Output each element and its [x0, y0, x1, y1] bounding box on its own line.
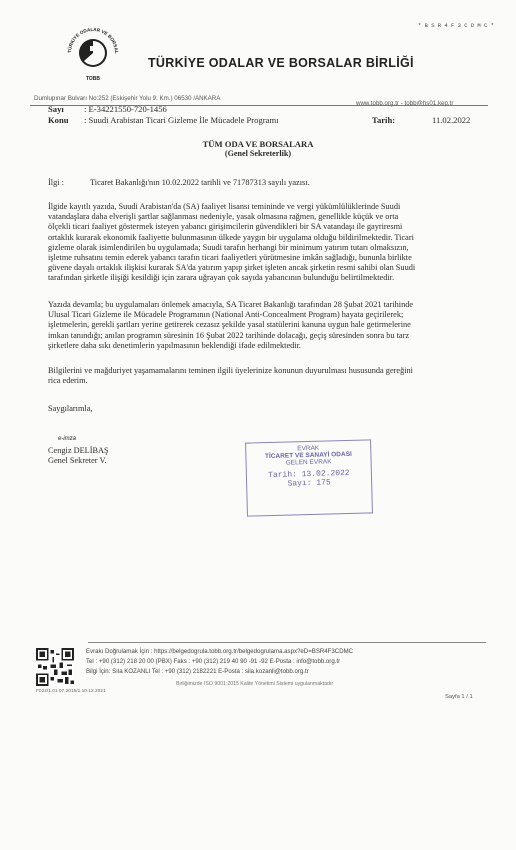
website: www.tobb.org.tr - tobb@hs01.kep.tr [356, 100, 454, 107]
e-signature-note: e-imza [58, 436, 77, 442]
stamp-line2: TİCARET VE SANAYİ ODASI [264, 450, 352, 461]
p1-line: ölçekli ticari faaliyet göstermek isteyen yabancı girişimcilerin güvendikleri bir SA vatandaşı ile gayriresmi [48, 222, 403, 232]
p1-line: işletme ruhsatını temin ederek yabancı tarafın ticari faaliyetleri yürütmesine imkân sağladığı, bununla birlikte [48, 253, 412, 263]
konu-label: Konu [48, 115, 69, 125]
p1-line: ortaklık kurarak ekonomik faaliyette bulunmasının ülkede yaygın bir uygulama olduğu bildirilmektedir. Ticari [48, 232, 414, 242]
stamp-date: Tarih: 13.02.2022 [267, 468, 350, 481]
logo-arc-text: TÜRKİYE ODALAR VE BORSAL [66, 26, 120, 54]
verify-link[interactable]: Evrakı Doğrulamak İçin : https://belgedogrula.tobb.org.tr/belgedogrulama.aspx?eD=BSR4F3CDMC [86, 648, 354, 655]
p1-line: tarafından şirketle ilişiği kesildiği için zarara uğrayan çok sayıda yabancının bulunduğu belirtilmektedir. [48, 273, 395, 283]
qr-code-icon [36, 648, 74, 686]
sayi-label: Sayı [48, 104, 64, 114]
iso-note: Birliğimizde ISO 9001:2015 Kalite Yönetimi Sistemi uygulanmaktadır [176, 681, 334, 687]
ilgi-text: Ticaret Bakanlığı'nın 10.02.2022 tarihli ve 71787313 sayılı yazısı. [90, 178, 310, 187]
logo-abbr: TOBB [85, 76, 101, 82]
p2-line: Ulusal Ticari Gizleme ile Mücadele Programının (National Anti-Concealment Program) hayata geçirilerek; [48, 310, 404, 320]
ilgi-label: İlgi : [48, 178, 64, 187]
p1-line: İlgide kayıtlı yazıda, Suudi Arabistan'da (SA) faaliyet lisansı temininde ve vergi yükümlülüklerinde Suudi [48, 202, 401, 211]
recipient-line1: TÜM ODA VE BORSALARA [202, 139, 314, 149]
stamp-number: Sayı: 175 [287, 478, 331, 489]
p3-line: Bilgilerini ve mağduriyet yaşamamalarını teminen ilgili üyelerinize konunun duyurulması hususunda gereğini [48, 366, 413, 375]
address: Dumlupınar Bulvarı No:252 (Eskişehir Yolu 9. Km.) 06530 /ANKARA [34, 95, 221, 102]
sayi-value: : E-34221550-720-1456 [84, 104, 167, 114]
footer-divider [88, 642, 486, 643]
tobb-logo [62, 22, 124, 84]
org-name: TÜRKİYE ODALAR VE BORSALAR BİRLİĞİ [148, 56, 414, 70]
p2-line: Yazıda devamla; bu uygulamaları önlemek amacıyla, SA Ticaret Bakanlığı tarafından 28 Şubat 2021 tarihinde [48, 300, 414, 309]
recipient-line2: (Genel Sekreterlik) [224, 149, 292, 158]
signatory-title: Genel Sekreter V. [48, 456, 107, 465]
p1-line: güvene dayalı ortaklık ilişkisi kurarak SA'da yatırım yapıp şirket işleten ancak şirketin resmi sahibi olan Suudi [48, 263, 416, 273]
p2-line: imkan tanındığı; anılan programın süresinin 16 Şubat 2022 tarihinde dolacağı, geçiş süresinden sonra bu tarz [48, 330, 410, 340]
p3-line: rica ederim. [48, 376, 88, 386]
contact-tel: Tel : +90 (312) 218 20 00 (PBX) Faks : +90 (312) 219 40 90 -91 -92 E-Posta : info@tobb.org.tr [86, 658, 341, 665]
konu-value: : Suudi Arabistan Ticari Gizleme İle Mücadele Programı [84, 115, 279, 125]
p2-line: işletmelerin, gerekli şartları yerine getirerek cezasız şekilde yasal statülerini kanuna uygun hale getirmelerine [48, 320, 411, 330]
received-stamp [245, 439, 373, 516]
paragraph-1 [48, 202, 488, 284]
stamp-line3: GELEN EVRAK [285, 458, 332, 467]
barcode-ref: * B S R 4 F 3 C D M C * [418, 22, 494, 29]
contact-person: Bilgi İçin: Sıla KOZANLI Tel : +90 (312) 2182221 E-Posta : sila.kozanli@tobb.org.tr [86, 668, 309, 675]
page-number: Sayfa 1 / 1 [445, 694, 473, 700]
tarih-value: 11.02.2022 [432, 115, 471, 125]
paragraph-3 [48, 366, 488, 386]
signatory-name: Cengiz DELİBAŞ [48, 446, 109, 455]
doc-code: F022/1.01 07.2015/1.10.12.2021 [36, 689, 106, 694]
closing: Saygılarımla, [48, 404, 93, 413]
paragraph-2 [48, 300, 488, 351]
tarih-label: Tarih: [372, 115, 396, 125]
p1-line: gizleme olarak isimlendirilen bu uygulamada; Suudi tarafın herhangi bir minimum yatırım tutarı olmaksızın, [48, 242, 409, 252]
p2-line: şirketlere daha sıkı denetimlerin yapılmasının beklendiği ifade edilmektedir. [48, 340, 301, 350]
stamp-line1: EVRAK [297, 444, 320, 453]
p1-line: vatandaşlara daha elverişli şartlar sağlanması nedeniyle, yasak olmasına rağmen, genellikle küçük ve orta [48, 212, 399, 222]
